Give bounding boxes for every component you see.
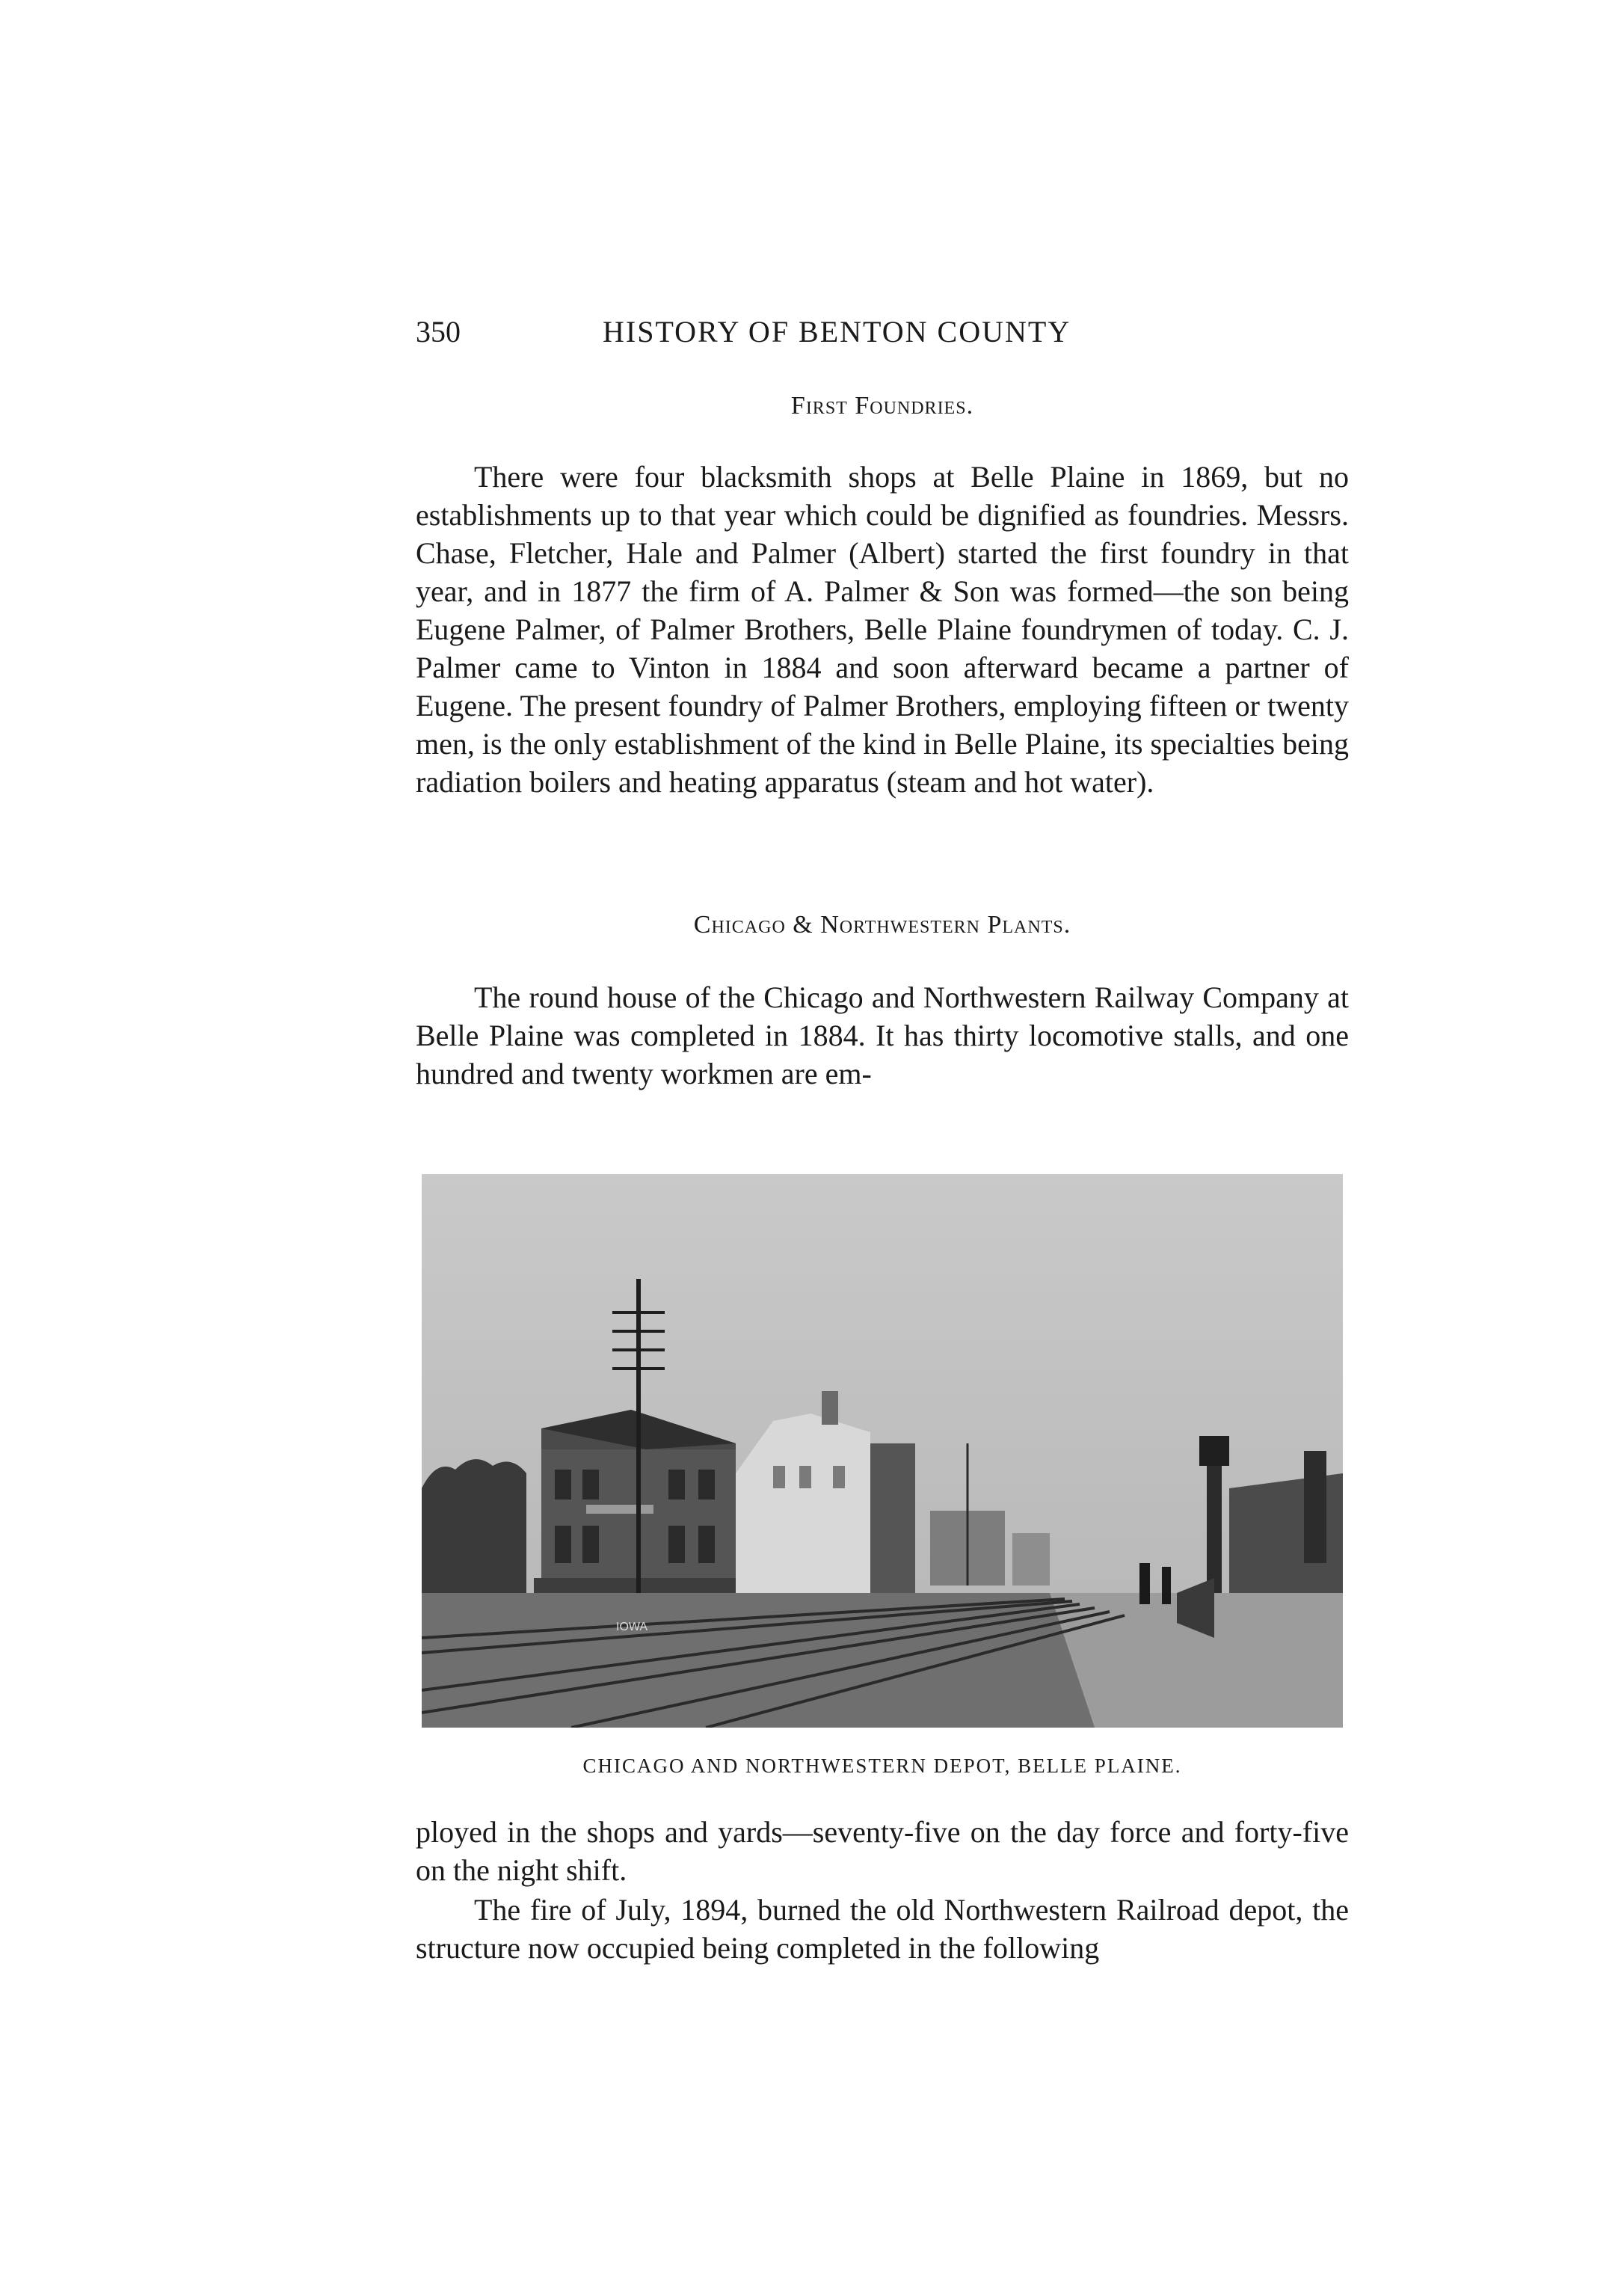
depot-photo-illustration	[422, 1174, 1343, 1728]
paragraph-round-house: The round house of the Chicago and Northwestern Railway Company at Belle Plaine was completed in 1884. It has thirty locomotive stalls, and one hundred and twenty workmen are em-	[416, 980, 1349, 1090]
distant-building	[1012, 1533, 1050, 1586]
paragraph-fire-1894: The fire of July, 1894, burned the old Northwestern Railroad depot, the structure now occupied being completed in the following	[416, 1893, 1349, 1965]
section-heading-first-foundries: First Foundries.	[790, 392, 974, 420]
section-heading-chicago-northwestern: Chicago & Northwestern Plants.	[693, 911, 1071, 939]
station-sign: IOWA	[616, 1621, 648, 1633]
person-figure	[1139, 1563, 1150, 1604]
depot-photograph	[422, 1174, 1343, 1728]
figure-caption: CHICAGO AND NORTHWESTERN DEPOT, BELLE PLAINE.	[582, 1755, 1182, 1777]
right-tower	[1304, 1451, 1326, 1563]
person-figure	[1162, 1567, 1171, 1604]
paragraph-first-foundries: There were four blacksmith shops at Belle Plaine in 1869, but no establishments up to that year which could be dignified as foundries. Messrs. Chase, Fletcher, Hale and Palmer (Albert) started the first foundry in that year, and in 1877 the firm of A. Palmer & Son was formed—the son being Eugene Palmer, of Palmer Brothers, Belle Plaine foundrymen of today. C. J. Palmer came to Vinton in 1884 and soon afterward became a partner of Eugene. The present foundry of Palmer Brothers, employing fifteen or twenty men, is the only establishment of the kind in Belle Plaine, its specialties being radiation boilers and heating apparatus (steam and hot water).	[416, 460, 1349, 799]
page-number: 350	[416, 315, 461, 349]
trees-left	[422, 1459, 526, 1593]
paragraph-continuation: ployed in the shops and yards—seventy-five on the day force and forty-five on the night shift.	[416, 1815, 1349, 1887]
running-title: HISTORY OF BENTON COUNTY	[603, 315, 1071, 349]
page-header	[416, 314, 1349, 359]
